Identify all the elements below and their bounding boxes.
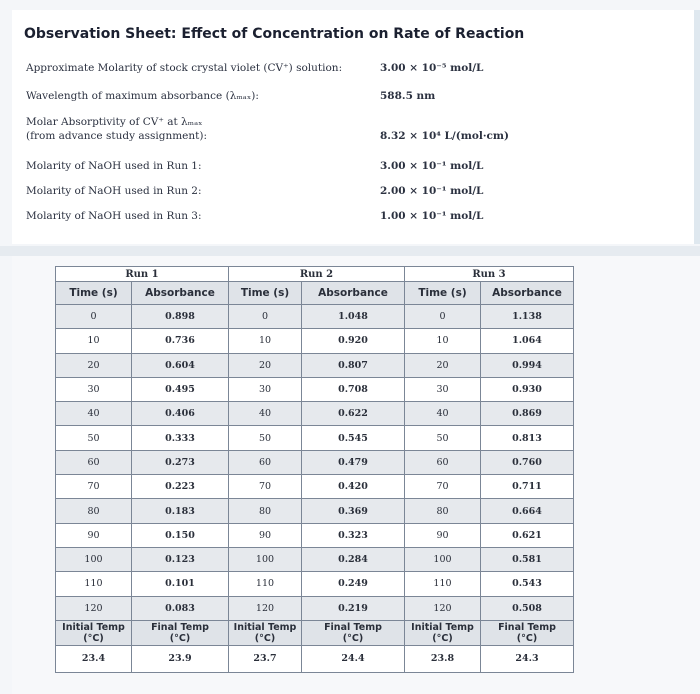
absorbance-cell: 0.604 xyxy=(132,353,229,377)
time-cell: 30 xyxy=(56,377,132,401)
section-divider xyxy=(0,246,700,256)
time-cell: 30 xyxy=(229,377,302,401)
absorbance-cell: 0.101 xyxy=(132,572,229,596)
time-cell: 40 xyxy=(56,402,132,426)
column-header: Absorbance xyxy=(132,282,229,305)
absorbance-cell: 0.273 xyxy=(132,450,229,474)
column-header: Time (s) xyxy=(405,282,481,305)
stock-molarity-value: 3.00 × 10⁻⁵ mol/L xyxy=(380,62,484,74)
absorbance-cell: 0.406 xyxy=(132,402,229,426)
absorbance-cell: 0.581 xyxy=(481,547,574,571)
absorbance-cell: 0.664 xyxy=(481,499,574,523)
absorbance-cell: 0.479 xyxy=(302,450,405,474)
absorbance-cell: 0.420 xyxy=(302,475,405,499)
time-cell: 20 xyxy=(229,353,302,377)
absorbance-cell: 0.284 xyxy=(302,547,405,571)
time-cell: 100 xyxy=(405,547,481,571)
time-cell: 90 xyxy=(405,523,481,547)
table-row xyxy=(56,353,574,377)
absorbance-cell: 0.495 xyxy=(132,377,229,401)
absorbance-cell: 0.898 xyxy=(132,305,229,329)
absorbance-cell: 1.138 xyxy=(481,305,574,329)
time-cell: 40 xyxy=(405,402,481,426)
stock-molarity-label: Approximate Molarity of stock crystal violet (CV⁺) solution: xyxy=(26,62,343,74)
temperature-value: 23.7 xyxy=(229,645,302,672)
run3-group-header: Run 3 xyxy=(405,267,574,282)
naoh-run1-value: 3.00 × 10⁻¹ mol/L xyxy=(380,160,484,172)
table-row xyxy=(56,402,574,426)
table-row xyxy=(56,596,574,620)
absorbance-cell: 0.369 xyxy=(302,499,405,523)
table-row xyxy=(56,547,574,571)
time-cell: 90 xyxy=(56,523,132,547)
time-cell: 60 xyxy=(56,450,132,474)
table-row xyxy=(56,523,574,547)
absorbance-cell: 0.760 xyxy=(481,450,574,474)
run1-group-header: Run 1 xyxy=(56,267,229,282)
time-cell: 80 xyxy=(405,499,481,523)
temperature-value: 23.8 xyxy=(405,645,481,672)
absorbance-cell: 0.807 xyxy=(302,353,405,377)
time-cell: 100 xyxy=(56,547,132,571)
naoh-run3-label: Molarity of NaOH used in Run 3: xyxy=(26,210,202,222)
time-cell: 60 xyxy=(405,450,481,474)
absorbance-cell: 0.183 xyxy=(132,499,229,523)
naoh-run1-label: Molarity of NaOH used in Run 1: xyxy=(26,160,202,172)
time-cell: 110 xyxy=(56,572,132,596)
absorbance-cell: 0.508 xyxy=(481,596,574,620)
table-row xyxy=(56,572,574,596)
table-row xyxy=(56,377,574,401)
absorbance-cell: 0.621 xyxy=(481,523,574,547)
absorbance-cell: 0.150 xyxy=(132,523,229,547)
time-cell: 0 xyxy=(405,305,481,329)
absorbance-cell: 0.219 xyxy=(302,596,405,620)
absorbance-cell: 0.869 xyxy=(481,402,574,426)
absorbance-cell: 0.083 xyxy=(132,596,229,620)
time-cell: 10 xyxy=(229,329,302,353)
absorptivity-label: Molar Absorptivity of CV⁺ at λₘₐₓ xyxy=(26,116,203,128)
table-row xyxy=(56,499,574,523)
wavelength-value: 588.5 nm xyxy=(380,90,436,102)
absorbance-cell: 0.249 xyxy=(302,572,405,596)
absorptivity-value: 8.32 × 10⁴ L/(mol·cm) xyxy=(380,130,509,142)
time-cell: 70 xyxy=(56,475,132,499)
time-cell: 80 xyxy=(229,499,302,523)
time-cell: 50 xyxy=(56,426,132,450)
time-cell: 110 xyxy=(405,572,481,596)
absorbance-cell: 0.622 xyxy=(302,402,405,426)
absorbance-cell: 0.994 xyxy=(481,353,574,377)
absorbance-table xyxy=(55,266,574,673)
column-header: Time (s) xyxy=(229,282,302,305)
absorbance-cell: 0.543 xyxy=(481,572,574,596)
absorbance-cell: 1.048 xyxy=(302,305,405,329)
temperature-header: Final Temp (°C) xyxy=(132,620,229,645)
observation-header-card xyxy=(12,10,700,244)
absorbance-cell: 0.711 xyxy=(481,475,574,499)
time-cell: 0 xyxy=(229,305,302,329)
temperature-value: 24.4 xyxy=(302,645,405,672)
absorbance-cell: 0.545 xyxy=(302,426,405,450)
table-row xyxy=(56,450,574,474)
time-cell: 110 xyxy=(229,572,302,596)
temperature-header: Final Temp (°C) xyxy=(302,620,405,645)
time-cell: 50 xyxy=(405,426,481,450)
time-cell: 100 xyxy=(229,547,302,571)
time-cell: 120 xyxy=(56,596,132,620)
time-cell: 0 xyxy=(56,305,132,329)
temperature-header: Initial Temp (°C) xyxy=(56,620,132,645)
temperature-value: 24.3 xyxy=(481,645,574,672)
time-cell: 20 xyxy=(405,353,481,377)
naoh-run3-value: 1.00 × 10⁻¹ mol/L xyxy=(380,210,484,222)
time-cell: 120 xyxy=(405,596,481,620)
run2-group-header: Run 2 xyxy=(229,267,405,282)
wavelength-label: Wavelength of maximum absorbance (λₘₐₓ): xyxy=(26,90,259,102)
time-cell: 10 xyxy=(56,329,132,353)
time-cell: 90 xyxy=(229,523,302,547)
table-row xyxy=(56,305,574,329)
absorbance-table-wrapper xyxy=(55,266,574,673)
absorbance-cell: 0.323 xyxy=(302,523,405,547)
time-cell: 120 xyxy=(229,596,302,620)
column-header: Absorbance xyxy=(481,282,574,305)
absorbance-cell: 0.708 xyxy=(302,377,405,401)
time-cell: 70 xyxy=(405,475,481,499)
absorbance-cell: 0.813 xyxy=(481,426,574,450)
temperature-value: 23.9 xyxy=(132,645,229,672)
temperature-header: Initial Temp (°C) xyxy=(229,620,302,645)
temperature-header: Final Temp (°C) xyxy=(481,620,574,645)
absorbance-cell: 0.736 xyxy=(132,329,229,353)
column-header: Time (s) xyxy=(56,282,132,305)
absorbance-cell: 0.930 xyxy=(481,377,574,401)
time-cell: 80 xyxy=(56,499,132,523)
column-header: Absorbance xyxy=(302,282,405,305)
table-row xyxy=(56,329,574,353)
time-cell: 70 xyxy=(229,475,302,499)
time-cell: 50 xyxy=(229,426,302,450)
absorbance-cell: 0.123 xyxy=(132,547,229,571)
time-cell: 60 xyxy=(229,450,302,474)
absorbance-cell: 1.064 xyxy=(481,329,574,353)
time-cell: 10 xyxy=(405,329,481,353)
temperature-value: 23.4 xyxy=(56,645,132,672)
table-row xyxy=(56,426,574,450)
sheet-title: Observation Sheet: Effect of Concentration on Rate of Reaction xyxy=(24,26,525,42)
naoh-run2-value: 2.00 × 10⁻¹ mol/L xyxy=(380,185,484,197)
absorptivity-label-note: (from advance study assignment): xyxy=(26,130,208,142)
absorbance-cell: 0.333 xyxy=(132,426,229,450)
table-row xyxy=(56,475,574,499)
naoh-run2-label: Molarity of NaOH used in Run 2: xyxy=(26,185,202,197)
time-cell: 40 xyxy=(229,402,302,426)
absorbance-cell: 0.223 xyxy=(132,475,229,499)
time-cell: 20 xyxy=(56,353,132,377)
absorbance-cell: 0.920 xyxy=(302,329,405,353)
time-cell: 30 xyxy=(405,377,481,401)
temperature-header: Initial Temp (°C) xyxy=(405,620,481,645)
